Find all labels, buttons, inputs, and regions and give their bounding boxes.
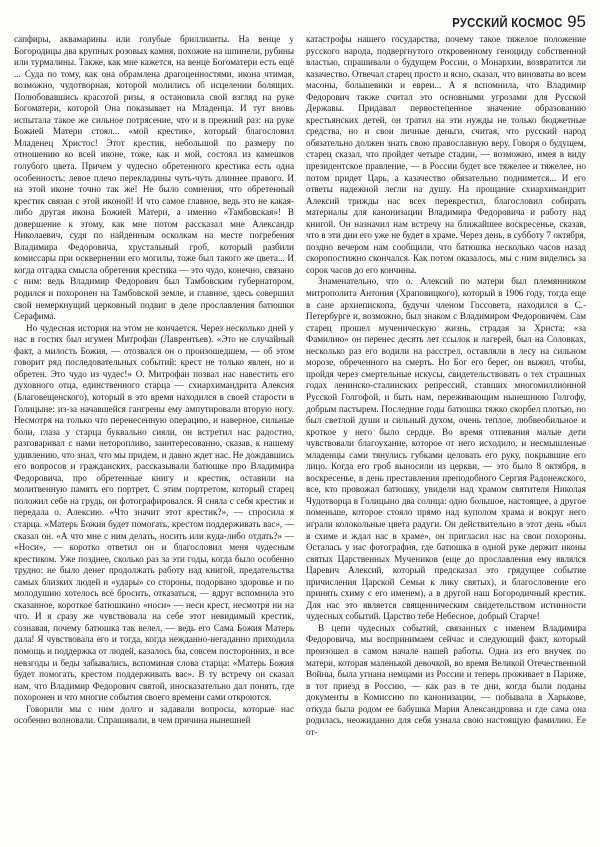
article-body: [14, 34, 586, 841]
paragraph: Но чудесная история на этом не кончается. Через несколько дней у нас в гостях был игумен Митрофан (Лаврентьев). «Это не случайный факт, а милость Божия, — отозвался он о произошедшем, — об этом говорит ряд последовательных событий: крест не только явлен, но и обретен. Это чудо из чудес!» О. Митрофан позвал нас навестить его духовного отца, единственного старца — схиархимандрита Алексия (Благовещенского), который в это время находился в своей старости в Голицыне: из-за начавшейся гангрены ему ампутировали вторую ногу. Несмотря на только что перенесенную операцию, и наверное, сильные боли, глаза у старца буквально сияли, он встретил нас радостно, разговаривал с нами неторопливо, заинтересованно, сказав, к нашему удивлению, что знал, что мы придем, и давно ждет нас. Не дождавшись его вопросов и гражданских, рассказывали батюшке про Владимира Федоровича, про обретенные книгу и крестик, оставили на молитвенную память его портрет. С этим портретом, который старец положил себе на грудь, он фотографировался. Я сняла с себя крестик и передала о. Алексию. «Что значит этот крестик?», — спросила я старца. «Матерь Божия будет помогать, крестом поддерживать вас», — сказал он. «А что мне с ним делать, носить или куда-либо отдать?» — «Носи», — коротко ответил он и благословил меня чудесным крестиком. Уже позднее, сколько раз за эти годы, когда было особенно трудно: не было денег продолжать работу над книгой, предательства самых близких людей и «удары» со стороны, подорвано здоровье и по молодушию хотелось всё бросить, отказаться, — вдруг вспомнила это сказанное, короткое батюшкино «носи» — неси крест, несмотря ни на что. И я сразу же чувствовала на себе этот невидимый крестик, сознавая, почему батюшка так велел, — ведь его Сама Божия Матерь дала! Я чувствовала его и тогда, когда нежданно-негаданно приходила помощь и поддержка от людей, казалось бы, совсем посторонних, и все невзгоды и беды забывались, вспоминая слова старца: «Матерь Божия будет помогать, крестом поддерживать вас». В ту встречу он сказал нам, что Владимир Федорович святой, иносказательно дал понять, где похоронен и что многие события своего времени сами откроются.: [14, 322, 294, 703]
running-header: [440, 12, 586, 34]
paragraph: сапфиры, аквамарины или голубые бриллианты. На венце у Богородицы два крупных розовых камня, похожие на шпинели, рубины или турмалины. Также, как мне кажется, на венце Богоматери есть ещё ... Суда по тому, как она обрамлена драгоценностями, икона чтимая, возможно, чудотворная, которой молились об исцелении болящих. Полюбовавшись красотой ризы, я остановила свой взгляд на руке Богоматери, которой Она показывает на Младенца. И тут вновь испытала такое же сильное потрясение, что и в прежний раз: на руке Божией Матери стоял... «мой крестик», который благословил Младенец Христос! Этот крестик, небольшой по размеру по отношению ко всей иконе, тоже, как и мой, состоял из камешков голубого цвета. Причем у чудесно обретенного крестика есть одна особенность: левое плечо перекладины чуть-чуть длиннее правого. И на этой иконе точно так же! Не было сомнения, что обретенный крестик связан с этой иконой! И что самое главное, ведь это не какая-либо другая икона Божией Матери, а именно «Тамбовская»! В довершение к этому, как мне потом рассказал мне Александр Николаевич, судя по найденным осколкам на месте погребения Владимира Федоровича, хрустальный гроб, который разбили комиссары при осквернении его могилы, тоже был такого же цвета... И когда отгадка смысла обретения крестика — это чудо, конечно, связано с ним: ведь Владимир Федорович был Тамбовским губернатором, родился и похоронен на Тамбовской земле, и главное, здесь совершил свой немеркнущий церковный подвиг в деле прославления батюшки Серафима.: [14, 34, 294, 322]
magazine-title: РУССКИЙ КОСМОС: [452, 16, 564, 30]
right-column: [306, 34, 586, 841]
paragraph: Говорили мы с ним долго и задавали вопросы, которые нас особенно волновали. Спрашивали, в чем причина нынешней: [14, 703, 294, 726]
paragraph: катастрофы нашего государства, почему такое тяжелое положение русского народа, подвергнутого откровенному геноциду собственной властью, спрашивали о будущем России, о Монархии, возвратится ли казачество. Отвечал старец просто и ясно, сказал, что виноваты во всем масоны, большевики и евреи... А я вспомнила, что Владимир Федорович также считал это основными угрозами для Русской Державы. Придавал первостепенное значение образованию крестьянских детей, он тратил на эти нужды не только бюджетные средства, но и свои личные деньги, считая, что русский народ обязательно должен знать свою православную веру. Говоря о будущем, старец сказал, что пройдет четыре стадии, — возможно, имея в виду президентское правление, — в России будет все тяжелее и тяжелее, но потом придет Царь, а казачество обязательно поднимется... И его ответы надежной легли на душу. На прощание схиархимандрит Алексий трижды нас всех перекрестил, благословил собирать материалы для канонизации Владимира Федоровича и работу над книгой. Он назначил нам встречу на ближайшее воскресенье, сказав, что в эти дни его уже не будет в храме. Через день, в субботу 7 октября, поздно вечером нам сообщили, что батюшка несколько часов назад скоропостижно скончался. Как потом оказалось, мы с ним виделись за сорок часов до его кончины.: [306, 34, 586, 275]
page-number: 95: [567, 12, 586, 31]
paragraph: В цепи чудесных событий, связанных с именем Владимира Федоровича, мы воспринимаем сейчас и следующий факт, который произошел в самом начале нашей работы. Одна из его внучек по матери, которая маленькой девочкой, во время Великой Отечественной Войны, была угнана немцами из России и теперь проживает в Париже, в тот приезд в Россию, — как раз в те дни, когда были поданы документы в Комиссию по канонизации, — побывала в Харькове, откуда была родом ее бабушка Мария Александровна и где сама она родилась, неожиданно для себя узнала свою настоящую фамилию. Ее от-: [306, 622, 586, 737]
left-column: [14, 34, 294, 841]
paragraph: Знаменательно, что о. Алексий по матери был племянником митрополита Антония (Храповицкого), который в 1906 году, тогда еще в сане архиепископа, будучи членом Госсовета, находился в С.-Петербурге и, возможно, был знаком с Владимиром Федоровичем. Сам старец прошел мученическую жизнь, страдая за Христа: «за Фамилию» он перенес десять лет ссылок и лагерей, был на Соловках, несколько раз его водили на расстрел, оставляли в лесу на сильном морозе, обреченного на смерть. Но Бог его берег, он выжил, чтобы, пройдя через смертельные искусы, свидетельствовать о тех страшных годах ленинско-сталинских репрессий, ставших многомиллионной Русской Голгофой, и быть нам, переживающим нынешнюю Голгофу, добрым пастырем. Последние годы батюшка тяжко скорбел плотью, но был светлой души и сильный духом, очень теплое, любвеобильное и кроткое у него было сердце. Во время отпевания малые дети чувствовали благоухание, которое от него исходило, и несмышленые младенцы сами тянулись губками целовать его руку, покрывшие его лицо. Когда его гроб выносили из церкви, — это было 8 октября, в воскресенье, в день преставления преподобного Сергия Радонежского, все, кто провожал батюшку, увидели над храмом святителя Николая Чудотворца в Голицыно два солнца: одно большое, настоящее, а другое поменьше, которое стояло прямо над куполом храма и вокруг него играли колокольные цвета радуги. Он действительно в этот день «был в схиме и ждал нас в храме», он пригласил нас на свои похороны. Осталась у нас фотография, где батюшка в одной руке держит иконы святых Царственных Мучеников (еще до прославления ему являлся Царевич Алексий, который предсказал это грядущее событие причисления Царской Семьи к лику святых), и благословение его принять схиму с его именем), а в другой наш Богородичный крестик. Для нас это является священническим свидетельством истинности чудесных событий. Царство тебе Небесное, добрый Старче!: [306, 276, 586, 622]
